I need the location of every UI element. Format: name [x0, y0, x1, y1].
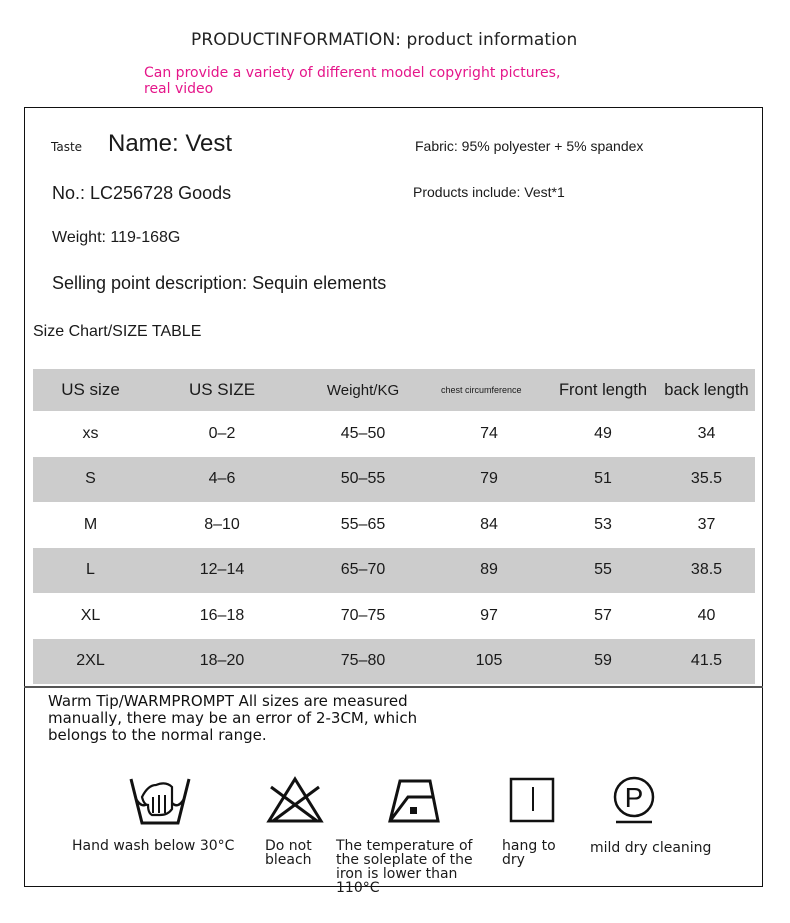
table-cell: 50–55 [340, 470, 386, 488]
table-cell: 57 [594, 606, 612, 624]
table-cell: 105 [475, 652, 503, 670]
table-cell: 75–80 [340, 652, 386, 670]
care-label: hang to dry [502, 838, 556, 868]
care-item-hang-dry [509, 775, 557, 823]
table-row [33, 502, 755, 548]
table-cell: 12–14 [199, 561, 245, 579]
care-item-no-bleach [265, 775, 325, 825]
table-cell: 55–65 [340, 515, 386, 533]
iron-low-icon [386, 775, 442, 825]
table-cell: 8–10 [204, 515, 240, 533]
care-label: mild dry cleaning [590, 840, 712, 856]
table-cell: 53 [594, 515, 612, 533]
table-cell: 18–20 [199, 652, 245, 670]
care-item-iron [386, 775, 442, 825]
table-cell: 74 [480, 424, 498, 442]
column-header: US size [61, 380, 120, 399]
table-row [33, 639, 755, 685]
column-header: chest circumference [441, 385, 522, 395]
table-cell: 37 [697, 515, 716, 533]
table-cell: 51 [594, 470, 612, 488]
page-title: PRODUCTINFORMATION: product information [191, 30, 578, 50]
warm-tip: Warm Tip/WARMPROMPT All sizes are measured manually, there may be an error of 2-3CM, which belongs to the normal range. [48, 692, 418, 744]
product-weight: Weight: 119-168G [52, 229, 181, 246]
table-cell: 49 [594, 424, 612, 442]
column-header: Weight/KG [326, 381, 400, 399]
table-cell: L [86, 561, 95, 579]
hang-dry-icon [509, 775, 557, 823]
table-row [33, 457, 755, 503]
column-header: US SIZE [188, 380, 256, 399]
table-cell: 89 [480, 561, 498, 579]
table-cell: 84 [480, 515, 498, 533]
column-header: back length [664, 380, 749, 399]
table-cell: 35.5 [690, 470, 723, 488]
table-row [33, 548, 755, 594]
table-row [33, 411, 755, 457]
product-name: Name: Vest [108, 130, 233, 157]
svg-text:P: P [624, 782, 644, 813]
care-item-hand-wash [128, 775, 192, 827]
size-table-header [33, 369, 755, 411]
table-cell: 45–50 [340, 424, 386, 442]
care-item-dry-clean [610, 775, 658, 825]
product-includes: Products include: Vest*1 [413, 184, 565, 200]
table-cell: 34 [697, 424, 716, 442]
table-cell: 0–2 [208, 424, 236, 442]
care-label: Hand wash below 30°C [72, 838, 235, 854]
table-cell: 70–75 [340, 606, 386, 624]
table-cell: M [83, 515, 98, 533]
column-header: Front length [558, 380, 648, 399]
care-label: The temperature of the soleplate of the iron is lower than 110°C [336, 838, 473, 896]
table-cell: 65–70 [340, 561, 386, 579]
product-fabric: Fabric: 95% polyester + 5% spandex [415, 138, 644, 154]
size-table [33, 369, 755, 684]
table-cell: 97 [480, 606, 498, 624]
table-cell: XL [80, 606, 101, 624]
table-row [33, 593, 755, 639]
table-cell: 41.5 [690, 652, 723, 670]
selling-point: Selling point description: Sequin elements [52, 273, 387, 293]
table-cell: 79 [480, 470, 498, 488]
table-cell: S [85, 470, 96, 488]
table-cell: 16–18 [199, 606, 245, 624]
table-cell: 55 [594, 561, 612, 579]
table-cell: 2XL [76, 652, 105, 670]
mild-dry-clean-icon [610, 775, 658, 825]
care-label: Do not bleach [265, 838, 312, 868]
table-cell: 40 [697, 606, 716, 624]
size-chart-title: Size Chart/SIZE TABLE [33, 323, 202, 340]
hand-wash-icon [128, 775, 192, 827]
table-cell: 38.5 [690, 561, 723, 579]
table-cell: xs [82, 424, 99, 442]
table-cell: 4–6 [208, 470, 236, 488]
product-number: No.: LC256728 Goods [52, 183, 232, 203]
section-divider [24, 686, 763, 688]
do-not-bleach-icon [265, 775, 325, 825]
promo-note: Can provide a variety of different model copyright pictures, real video [144, 65, 561, 97]
taste-label: Taste [51, 140, 83, 154]
table-cell: 59 [594, 652, 612, 670]
